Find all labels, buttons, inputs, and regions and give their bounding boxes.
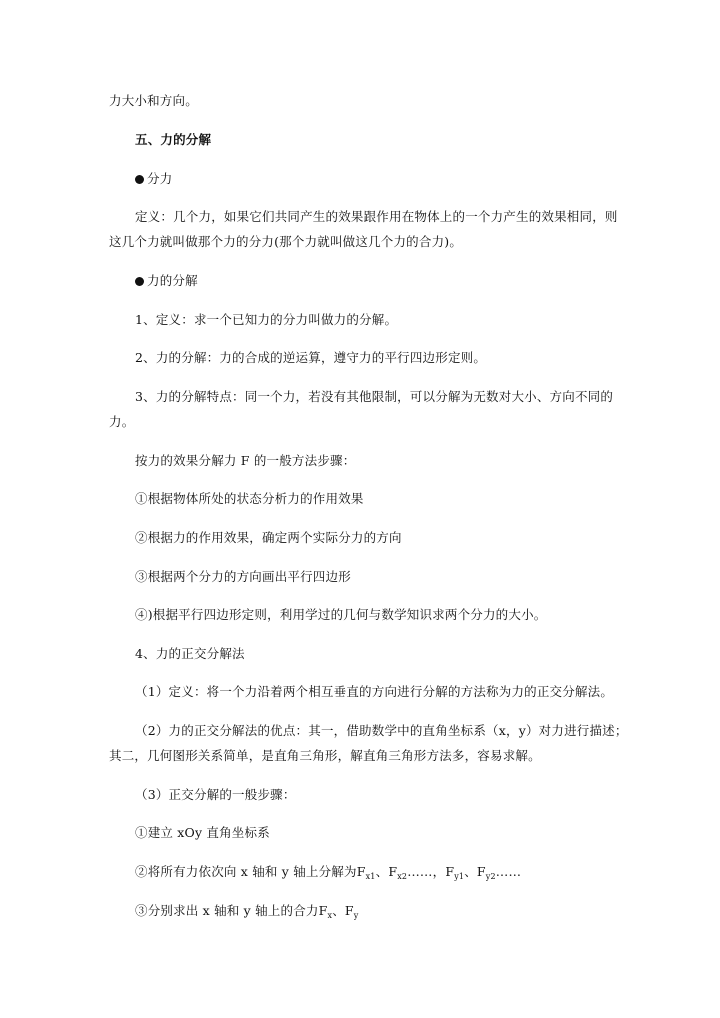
ellipsis: …… <box>495 864 522 879</box>
force-symbol: F <box>476 864 486 879</box>
orthogonal-advantages-line-1: （2）力的正交分解法的优点：其一，借助数学中的直角坐标系（x，y）对力进行描述； <box>135 723 628 738</box>
separator: 、 <box>375 864 389 879</box>
force-symbol: F <box>388 864 398 879</box>
step-3-text: ③分别求出 x 轴和 y 轴上的合力 <box>135 903 319 918</box>
definition-line-2: 这几个力就叫做那个力的分力(那个力就叫做这几个力的合力)。 <box>109 234 463 249</box>
text-line-continuation: 力大小和方向。 <box>109 93 198 108</box>
step-2-text: ②将所有力依次向 x 轴和 y 轴上分解为 <box>135 864 357 879</box>
orthogonal-advantages-line-2: 其二，几何图形关系简单，是直角三角形，解直角三角形方法多，容易求解。 <box>109 748 541 763</box>
list-item-2: 2、力的分解：力的合成的逆运算，遵守力的平行四边形定则。 <box>135 350 487 365</box>
step-2: ②根据力的作用效果，确定两个实际分力的方向 <box>135 530 402 545</box>
step-1: ①根据物体所处的状态分析力的作用效果 <box>135 491 364 506</box>
list-item-3-line-1: 3、力的分解特点：同一个力，若没有其他限制，可以分解为无数对大小、方向不同的 <box>135 389 614 404</box>
force-symbol: F <box>318 903 328 918</box>
bullet-heading-component-force <box>135 170 172 188</box>
list-item-3-line-2: 力。 <box>109 414 135 429</box>
orthogonal-step-2 <box>135 863 521 881</box>
separator: 、 <box>332 903 345 918</box>
ellipsis: ……， <box>407 864 446 879</box>
bullet-icon <box>135 175 144 184</box>
bullet-label: 分力 <box>147 171 173 186</box>
list-item-1: 1、定义：求一个已知力的分力叫做力的分解。 <box>135 312 398 327</box>
orthogonal-step-1: ①建立 xOy 直角坐标系 <box>135 825 270 840</box>
bullet-heading-force-decomposition <box>135 272 198 290</box>
list-item-4: 4、力的正交分解法 <box>135 646 245 661</box>
subscript-x2: x2 <box>397 872 408 881</box>
orthogonal-step-3 <box>135 902 359 920</box>
steps-intro: 按力的效果分解力 F 的一般方法步骤： <box>135 453 356 468</box>
subscript-x: x <box>327 911 333 920</box>
section-title: 五、力的分解 <box>135 132 212 147</box>
force-symbol: F <box>445 864 455 879</box>
orthogonal-steps-heading: （3）正交分解的一般步骤： <box>135 787 296 802</box>
subscript-y2: y2 <box>485 872 496 881</box>
force-symbol: F <box>344 903 354 918</box>
force-symbol: F <box>356 864 366 879</box>
orthogonal-definition: （1）定义：将一个力沿着两个相互垂直的方向进行分解的方法称为力的正交分解法。 <box>135 684 614 699</box>
step-4: ④)根据平行四边形定则，利用学过的几何与数学知识求两个分力的大小。 <box>135 607 547 622</box>
separator: 、 <box>464 864 477 879</box>
bullet-label: 力的分解 <box>147 273 198 288</box>
step-3: ③根据两个分力的方向画出平行四边形 <box>135 569 351 584</box>
definition-line-1: 定义：几个力，如果它们共同产生的效果跟作用在物体上的一个力产生的效果相同，则 <box>135 209 618 224</box>
subscript-x1: x1 <box>365 872 376 881</box>
subscript-y: y <box>353 911 359 920</box>
subscript-y1: y1 <box>454 872 465 881</box>
bullet-icon <box>135 277 144 286</box>
